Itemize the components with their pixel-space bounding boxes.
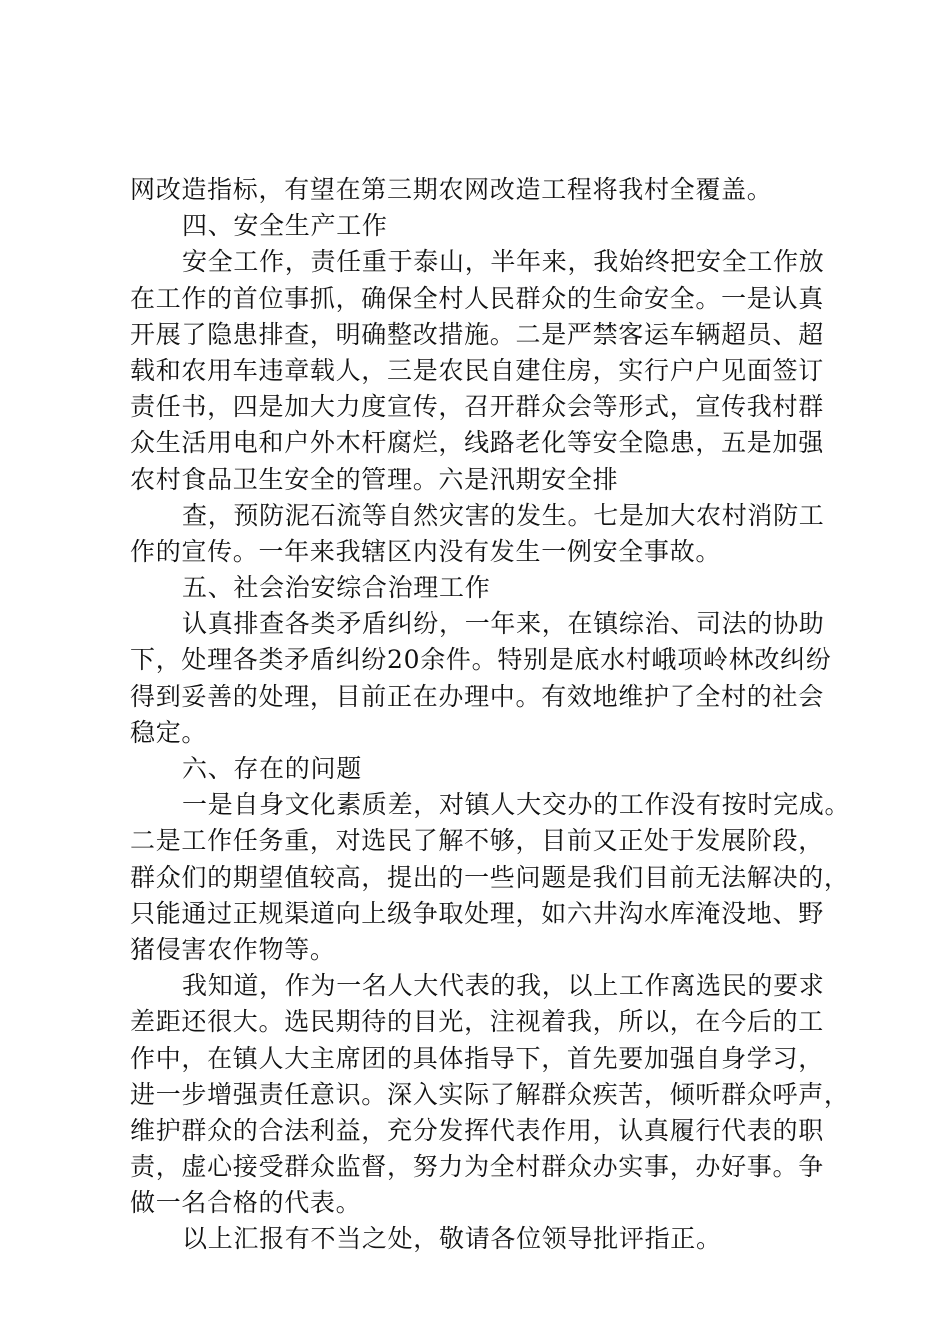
text-line: 得到妥善的处理，目前正在办理中。有效地维护了全村的社会	[130, 681, 824, 711]
text-line: 在工作的首位事抓，确保全村人民群众的生命安全。一是认真	[130, 283, 824, 313]
text-line: 作的宣传。一年来我辖区内没有发生一例安全事故。	[130, 536, 722, 566]
text-line: 众生活用电和户外木杆腐烂，线路老化等安全隐患，五是加强	[130, 428, 824, 458]
text-line: 一是自身文化素质差，对镇人大交办的工作没有按时完成。	[182, 790, 851, 820]
text-line: 网改造指标，有望在第三期农网改造工程将我村全覆盖。	[130, 175, 773, 204]
text-line: 作中，在镇人大主席团的具体指导下，首先要加强自身学习，	[130, 1043, 824, 1073]
text-line: 差距还很大。选民期待的目光，注视着我，所以，在今后的工	[130, 1007, 824, 1037]
text-line: 下，处理各类矛盾纠纷20余件。特别是底水村峨项岭林改纠纷	[130, 645, 832, 675]
text-line: 开展了隐患排查，明确整改措施。二是严禁客运车辆超员、超	[130, 319, 824, 349]
text-line: 载和农用车违章载人，三是农民自建住房，实行户户见面签订	[130, 355, 824, 385]
text-line: 四、安全生产工作	[182, 211, 388, 241]
text-line: 做一名合格的代表。	[130, 1188, 362, 1218]
text-line: 认真排查各类矛盾纠纷，一年来，在镇综治、司法的协助	[182, 609, 825, 639]
text-line: 我知道，作为一名人大代表的我，以上工作离选民的要求	[182, 971, 825, 1001]
document-body	[130, 172, 851, 1258]
text-line: 责，虚心接受群众监督，努力为全村群众办实事，办好事。争	[130, 1152, 824, 1182]
text-line: 六、存在的问题	[182, 754, 362, 783]
text-line: 二是工作任务重，对选民了解不够，目前又正处于发展阶段，	[130, 826, 824, 856]
text-line: 进一步增强责任意识。深入实际了解群众疾苦，倾听群众呼声，	[130, 1079, 850, 1109]
text-line: 责任书，四是加大力度宣传，召开群众会等形式，宣传我村群	[130, 392, 824, 422]
text-line: 以上汇报有不当之处，敬请各位领导批评指正。	[182, 1224, 722, 1254]
text-line: 安全工作，责任重于泰山，半年来，我始终把安全工作放	[182, 247, 825, 277]
text-line: 群众们的期望值较高，提出的一些问题是我们目前无法解决的，	[130, 862, 850, 892]
text-line: 猪侵害农作物等。	[130, 934, 336, 964]
text-line: 查，预防泥石流等自然灾害的发生。七是加大农村消防工	[182, 500, 825, 530]
text-line: 维护群众的合法利益，充分发挥代表作用，认真履行代表的职	[130, 1115, 824, 1145]
text-line: 只能通过正规渠道向上级争取处理，如六井沟水库淹没地、野	[130, 898, 824, 928]
text-line: 农村食品卫生安全的管理。六是汛期安全排	[130, 464, 619, 494]
text-line: 五、社会治安综合治理工作	[182, 573, 491, 603]
text-line: 稳定。	[130, 717, 208, 747]
